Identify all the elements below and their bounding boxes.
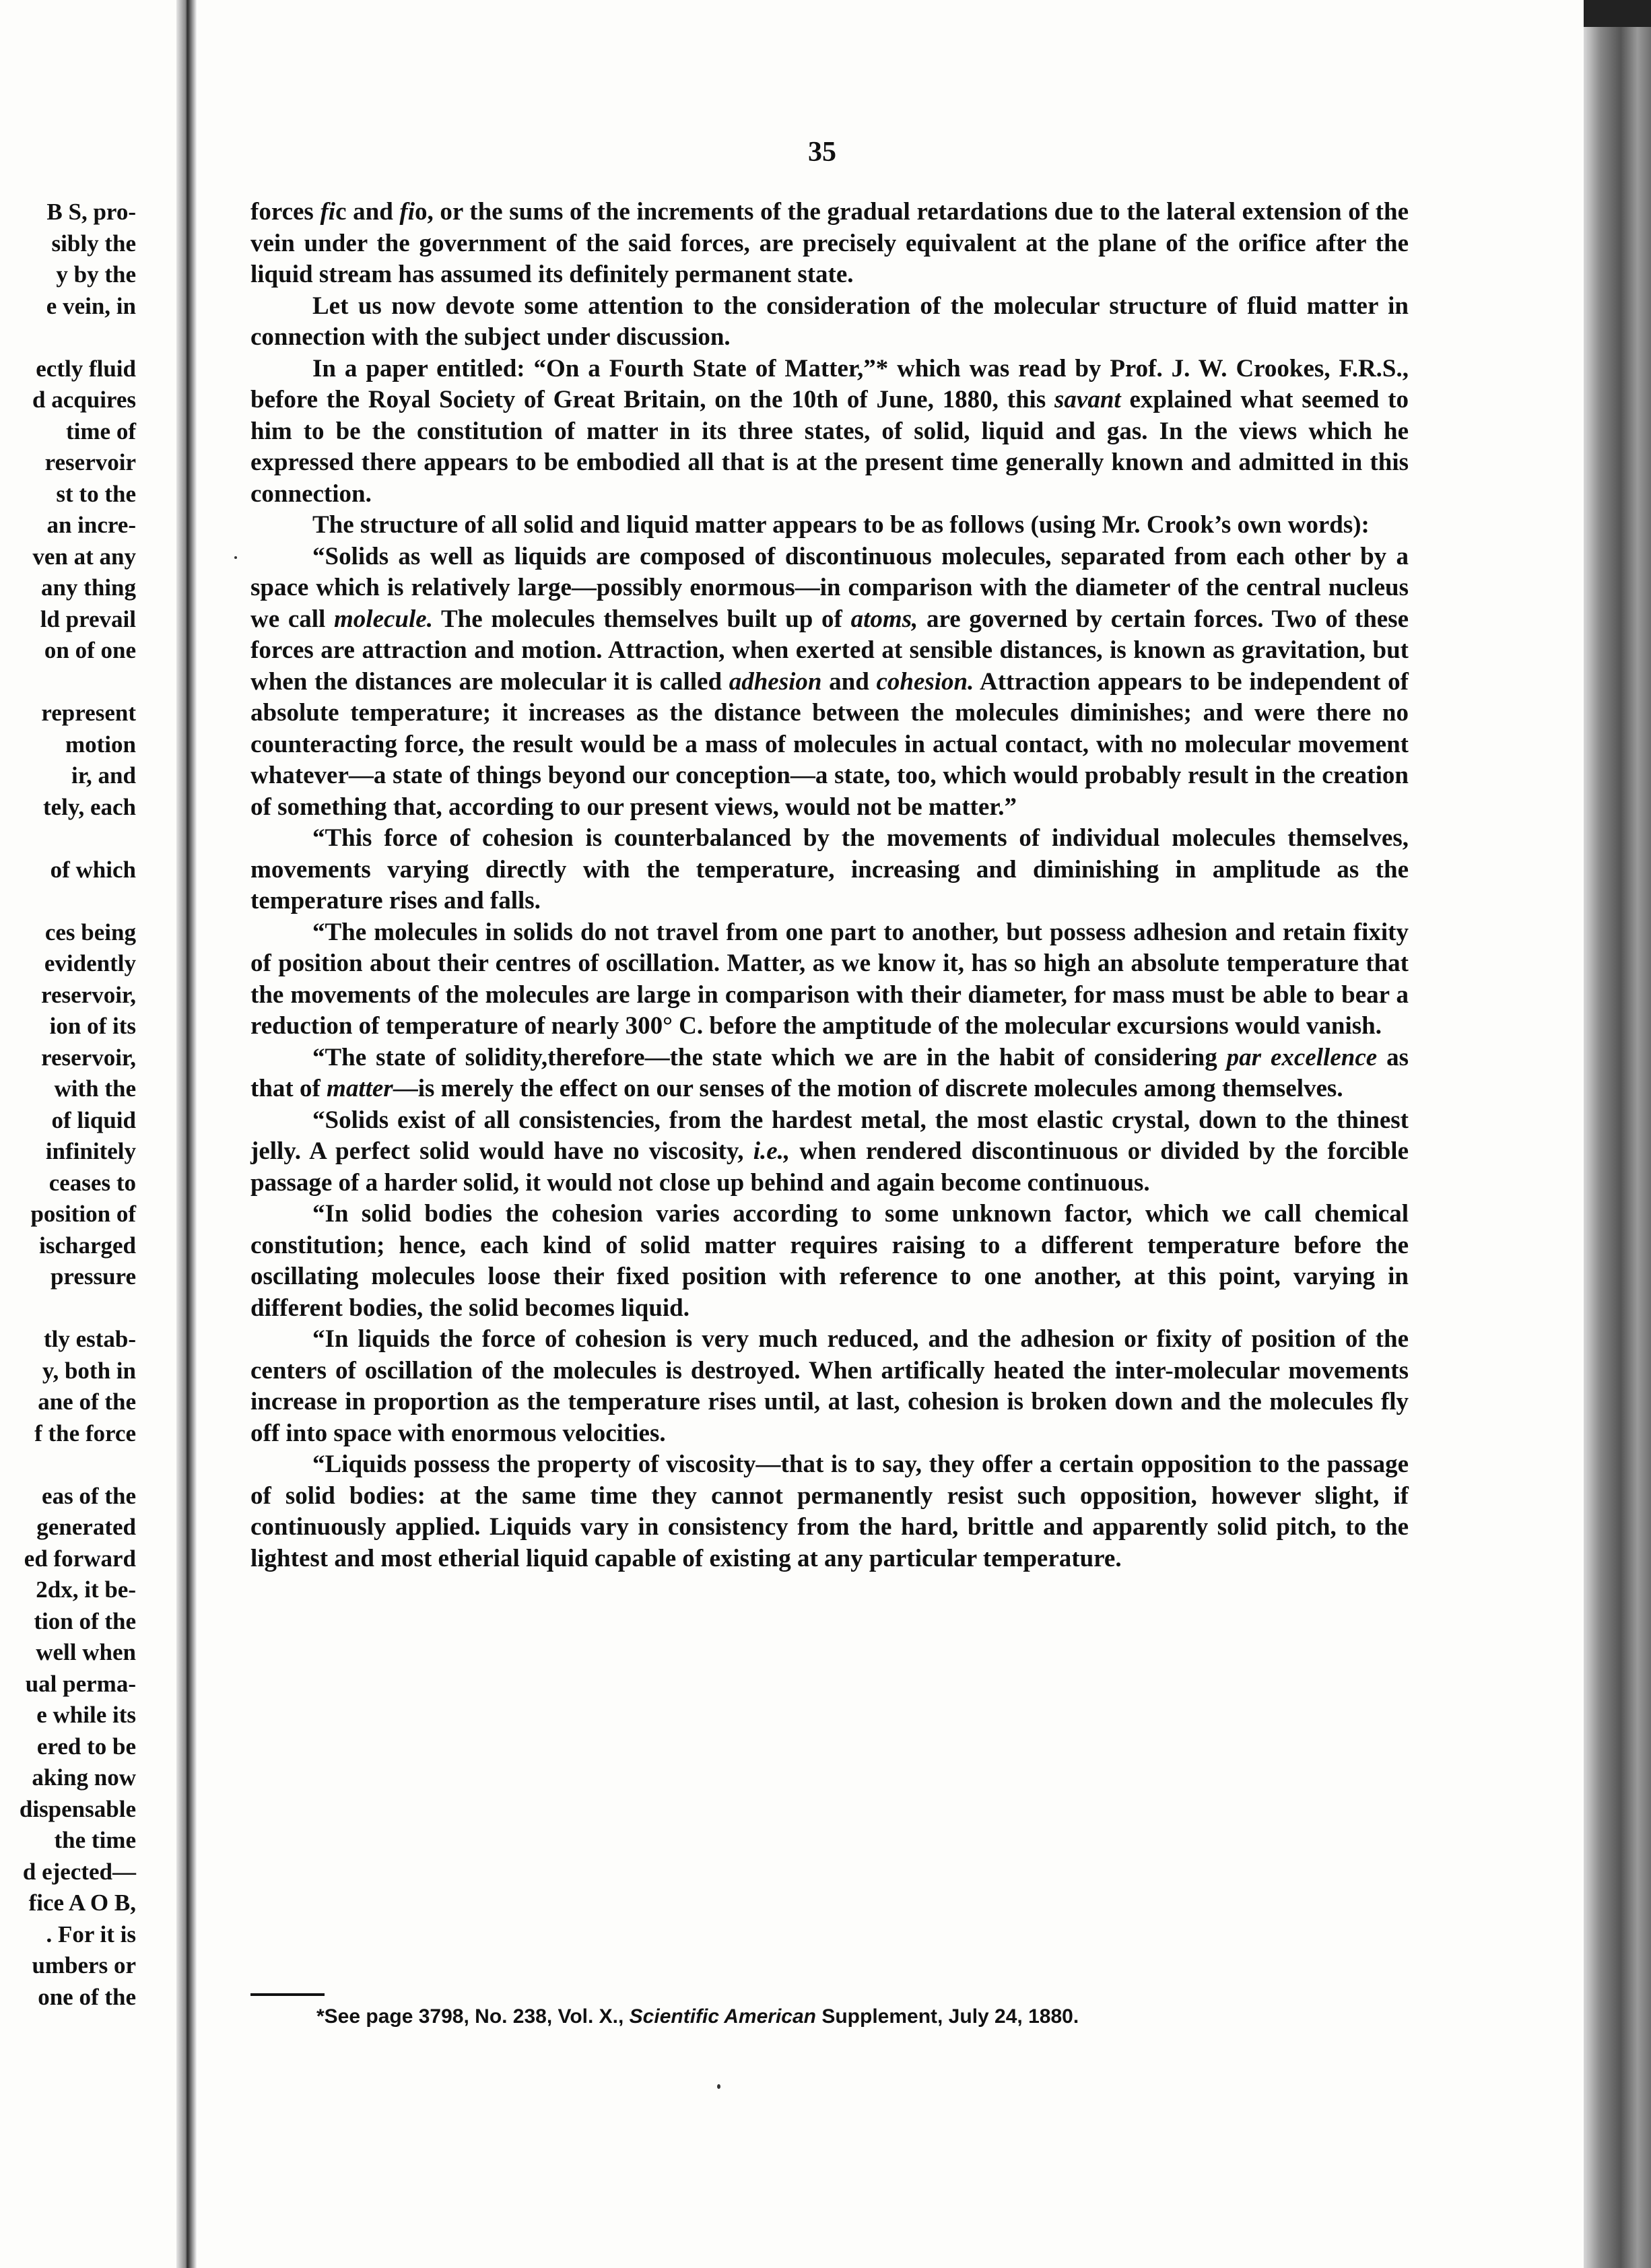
left-page-line: ven at any (32, 543, 136, 570)
book-right-edge (1584, 0, 1651, 2268)
left-page-line: e vein, in (46, 292, 136, 319)
text-run: “Solids as well as liquids are composed of discontinuous molecules, separated from each other by a space which is relatively large—possibly enormous—in comparison with the diameter of the central nucleus we call (250, 542, 1409, 633)
left-page-line: st to the (56, 480, 136, 507)
text-run: are governed by certain forces. Two of these forces are attraction and motion. Attraction, when exerted at sensible distances, is known as gravitation, but when the distances are molecular it is called (250, 605, 1409, 696)
paragraph (250, 291, 1409, 354)
left-page-line: tion of the (34, 1607, 136, 1634)
left-page-line: of liquid (51, 1106, 136, 1133)
left-page-line: B S, pro- (46, 199, 136, 225)
italic-run: fi (399, 198, 415, 226)
left-page-line: any thing (40, 574, 136, 601)
print-speck (717, 2084, 720, 2089)
left-page-line: one of the (38, 1983, 136, 2010)
italic-run: matter (327, 1075, 393, 1102)
left-page-line: ane of the (38, 1389, 136, 1415)
left-page-line: ces being (44, 919, 136, 945)
left-page-line: reservoir, (41, 1044, 136, 1071)
text-run: In a paper entitled: “On a Fourth State of Matter,”* which was read by Prof. J. W. Crookes, F.R.S., before the Royal Society of Great Britain, on the 10th of June, 1880, this (250, 354, 1409, 413)
left-page-line: infinitely (45, 1138, 136, 1164)
left-page-line: f the force (34, 1420, 136, 1446)
text-run: o (415, 198, 428, 226)
text-run: and (346, 198, 400, 226)
left-page-line: evidently (44, 950, 136, 976)
left-page-line: ceases to (48, 1169, 136, 1196)
left-page-line (0, 322, 176, 354)
left-page-line: ered to be (36, 1733, 136, 1760)
left-page-line: the time (54, 1827, 136, 1853)
left-page-line: ischarged (39, 1232, 136, 1259)
left-page-line: ual perma- (25, 1670, 136, 1697)
left-page-fragment (0, 197, 176, 2013)
left-page-line: generated (36, 1514, 136, 1540)
italic-run: par excellence (1226, 1043, 1378, 1071)
left-page-line: d ejected— (22, 1858, 136, 1885)
italic-run: atoms, (850, 605, 918, 633)
paragraph (250, 917, 1409, 1042)
text-run: Let us now devote some attention to the consideration of the molecular structure of fluid matter in connection with the subject under discussion. (250, 292, 1409, 351)
left-page-line: dispensable (19, 1795, 136, 1822)
left-page-line: pressure (50, 1263, 136, 1290)
italic-run: savant (1054, 386, 1121, 413)
left-page-line: y by the (56, 261, 136, 288)
left-page-line (0, 1293, 176, 1325)
left-page-line: reservoir (44, 449, 136, 475)
text-run: The molecules themselves built up of (432, 605, 851, 633)
left-page-line: of which (50, 856, 136, 883)
left-page-line: with the (54, 1075, 136, 1102)
text-run: , or the sums of the increments of the gradual retardations due to the lateral extension of the vein under the government of the said forces, are precisely equivalent at the plane of the orifice after the liquid stream has assumed its definitely permanent state. (250, 198, 1409, 288)
left-page-line: fice A O B, (28, 1890, 136, 1916)
paragraph (250, 1042, 1409, 1105)
paragraph (250, 1199, 1409, 1324)
left-page-line: ld prevail (40, 605, 136, 632)
left-page-line: eas of the (42, 1482, 136, 1509)
body-text (250, 197, 1409, 1574)
paragraph (250, 1105, 1409, 1199)
text-run: “The molecules in solids do not travel from one part to another, but possess adhesion and retain fixity of position about their centres of oscillation. Matter, as we know it, has so high an absolute temperature that the movements of the molecules are large in comparison with their diameter, for mass must be able to bear a reduction of temperature of nearly 300° C. before the amptitude of the molecular excursions would vanish. (250, 918, 1409, 1040)
left-page-line: umbers or (32, 1952, 136, 1978)
text-run: “In solid bodies the cohesion varies according to some unknown factor, which we call chemical constitution; hence, each kind of solid matter requires raising to a different temperature before the oscillating molecules loose their fixed position with reference to one another, at this point, varying in different bodies, the solid becomes liquid. (250, 1200, 1409, 1322)
left-page-line (0, 886, 176, 917)
italic-run: cohesion. (876, 667, 974, 696)
left-page-line: time of (66, 418, 136, 444)
italic-run: adhesion (729, 667, 822, 696)
left-page-line (0, 1449, 176, 1481)
text-run: “Solids exist of all consistencies, from the hardest metal, the most elastic crystal, down to the thinest jelly. A perfect solid would have no viscosity, (250, 1106, 1409, 1165)
text-run: Attraction appears to be independent of absolute temperature; it increases as the distance between the molecules diminishes; and were there no counteracting force, the result would be a mass of molecules in actual contact, with no molecular movement whatever—a state of things beyond our conception—a state, too, which would probably result in the creation of something that, according to our present views, would not be matter.” (250, 667, 1409, 821)
paragraph (250, 823, 1409, 917)
italic-run: molecule. (334, 605, 433, 633)
footnote-suffix: Supplement, July 24, 1880. (816, 2005, 1079, 2028)
left-page-line: 2dx, it be- (36, 1576, 136, 1603)
left-page-line: represent (41, 700, 136, 726)
left-page-line: on of one (44, 637, 136, 663)
left-page-line: tly estab- (43, 1326, 136, 1352)
left-page-line: sibly the (51, 230, 136, 257)
left-page-line: ir, and (71, 762, 136, 789)
book-gutter (176, 0, 197, 2268)
text-run: “The state of solidity,therefore—the state which we are in the habit of considering (312, 1043, 1227, 1071)
left-page-line: tely, each (42, 793, 136, 820)
italic-run: i.e., (753, 1137, 790, 1165)
left-page-line: d acquires (32, 387, 136, 413)
left-page-line: position of (30, 1201, 136, 1227)
text-run: “Liquids possess the property of viscosity—that is to say, they offer a certain opposition to the passage of solid bodies: at the same time they cannot permanently resist such opposition, however slight, if continuously applied. Liquids vary in consistency from the hard, brittle and apparently solid pitch, to the lightest and most etherial liquid capable of existing at any particular temperature. (250, 1450, 1409, 1572)
left-page-line: an incre- (46, 512, 136, 538)
left-page-line: ed forward (24, 1545, 136, 1572)
print-speck (234, 556, 237, 559)
paragraph (250, 1449, 1409, 1574)
paragraph (250, 197, 1409, 291)
text-run: “This force of cohesion is counterbalanced by the movements of individual molecules themselves, movements varying directly with the temperature, increasing and diminishing in amplitude as the temperature rises and falls. (250, 824, 1409, 914)
left-page-line: e while its (36, 1702, 136, 1728)
left-page-line: aking now (32, 1764, 136, 1791)
text-run: c (335, 198, 347, 226)
text-run: and (821, 667, 877, 696)
footnote-prefix: *See page 3798, No. 238, Vol. X., (316, 2005, 630, 2028)
left-page-line (0, 823, 176, 855)
text-run: as that of (250, 1043, 1409, 1102)
text-run: explained what seemed to him to be the constitution of matter in its three states, of solid, liquid and gas. In the views which he expressed there appears to be embodied all that is at the present time generally known and admitted in this connection. (250, 386, 1409, 508)
footnote-rule (250, 1993, 325, 1996)
paragraph (250, 510, 1409, 541)
left-page-line: ion of its (49, 1013, 136, 1039)
text-run: forces (250, 198, 321, 226)
left-page-line: ectly fluid (36, 355, 136, 382)
left-page-line (0, 667, 176, 698)
book-right-edge-top (1584, 0, 1651, 27)
left-page-line: well when (36, 1639, 136, 1665)
left-page-line: . For it is (46, 1921, 136, 1947)
left-page-line: motion (65, 731, 136, 758)
paragraph (250, 354, 1409, 510)
left-page-line: y, both in (42, 1357, 136, 1384)
text-run: “In liquids the force of cohesion is very much reduced, and the adhesion or fixity of position of the centers of oscillation of the molecules is destroyed. When artifically heated the inter-molecular movements increase in proportion as the temperature rises until, at last, cohesion is broken down and the molecules fly off into space with enormous velocities. (250, 1325, 1409, 1447)
text-run: The structure of all solid and liquid matter appears to be as follows (using Mr. Crook’s own words): (312, 511, 1370, 539)
paragraph (250, 541, 1409, 824)
text-run: —is merely the effect on our senses of the motion of discrete molecules among themselves. (393, 1075, 1343, 1102)
italic-run: fi (320, 198, 336, 226)
text-run: when rendered discontinuous or divided by the forcible passage of a harder solid, it would not close up behind and again become continuous. (250, 1137, 1409, 1197)
footnote-italic: Scientific American (629, 2005, 816, 2028)
left-page-line: reservoir, (41, 981, 136, 1008)
paragraph (250, 1324, 1409, 1449)
page-number: 35 (808, 137, 836, 168)
footnote (316, 2005, 1079, 2028)
